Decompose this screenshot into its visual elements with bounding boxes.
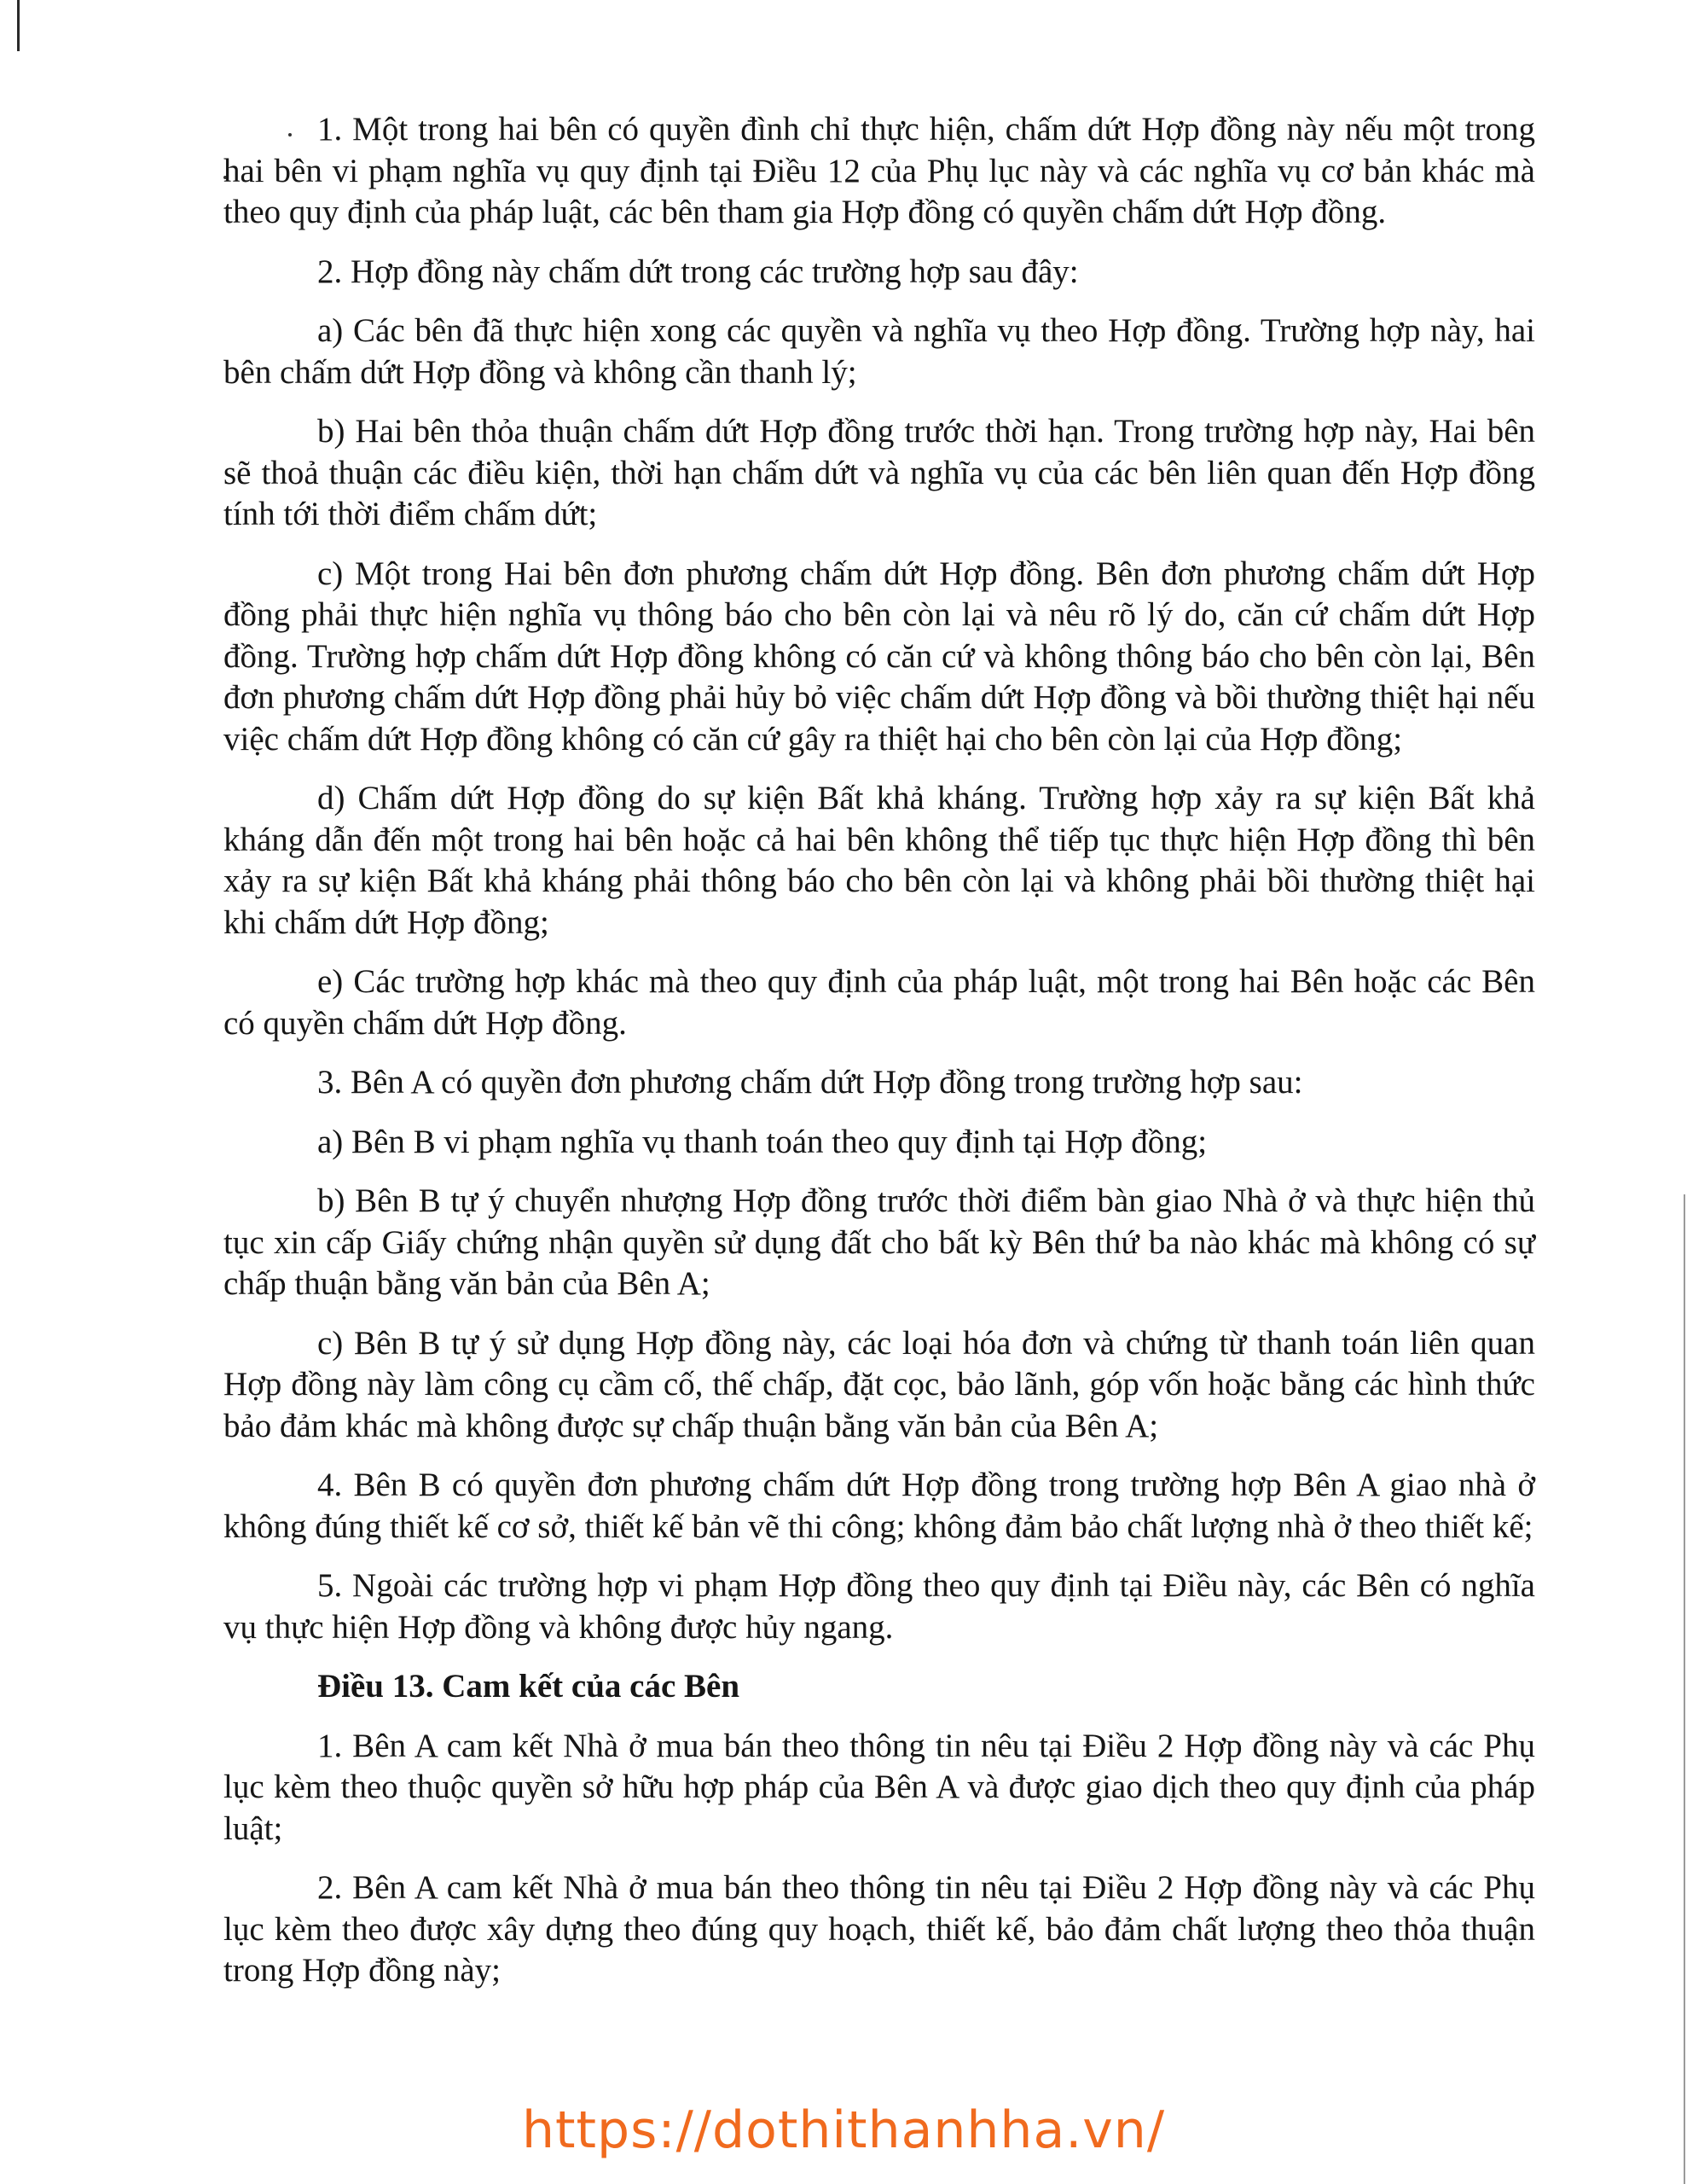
scan-edge-left (17, 0, 20, 51)
document-page (223, 109, 1535, 2010)
paragraph-article12-clause2: 2. Hợp đồng này chấm dứt trong các trường hợp sau đây: (317, 253, 1079, 290)
paragraph-article13-clause2: 2. Bên A cam kết Nhà ở mua bán theo thông tin nêu tại Điều 2 Hợp đồng này và các Phụ lục kèm theo được xây dựng theo đúng quy hoạch, thiết kế, bảo đảm chất lượng theo thỏa thuận trong Hợp đồng này; (223, 1869, 1535, 1989)
paragraph-article12-clause5: 5. Ngoài các trường hợp vi phạm Hợp đồng theo quy định tại Điều này, các Bên có nghĩa vụ thực hiện Hợp đồng và không được hủy ngang. (223, 1567, 1535, 1646)
paragraph-clause2-a: a) Các bên đã thực hiện xong các quyền và nghĩa vụ theo Hợp đồng. Trường hợp này, hai bên chấm dứt Hợp đồng và không cần thanh lý; (223, 312, 1535, 391)
paragraph-clause3-c: c) Bên B tự ý sử dụng Hợp đồng này, các loại hóa đơn và chứng từ thanh toán liên quan Hợp đồng này làm công cụ cầm cố, thế chấp, đặt cọc, bảo lãnh, góp vốn hoặc bằng các hình thức bảo đảm khác mà không được sự chấp thuận bằng văn bản của Bên A; (223, 1324, 1535, 1444)
paragraph-clause2-d: d) Chấm dứt Hợp đồng do sự kiện Bất khả kháng. Trường hợp xảy ra sự kiện Bất khả kháng dẫn đến một trong hai bên hoặc cả hai bên không thể tiếp tục thực hiện Hợp đồng thì bên xảy ra sự kiện Bất khả kháng phải thông báo cho bên còn lại và không phải bồi thường thiệt hại khi chấm dứt Hợp đồng; (223, 780, 1535, 941)
article-13-heading: Điều 13. Cam kết của các Bên (317, 1668, 740, 1705)
paragraph-article12-clause3: 3. Bên A có quyền đơn phương chấm dứt Hợp đồng trong trường hợp sau: (317, 1064, 1303, 1101)
paragraph-article13-clause1: 1. Bên A cam kết Nhà ở mua bán theo thông tin nêu tại Điều 2 Hợp đồng này và các Phụ lục kèm theo thuộc quyền sở hữu hợp pháp của Bên A và được giao dịch theo quy định của pháp luật; (223, 1727, 1535, 1847)
paragraph-article12-clause1: 1. Một trong hai bên có quyền đình chỉ thực hiện, chấm dứt Hợp đồng này nếu một trong hai bên vi phạm nghĩa vụ quy định tại Điều 12 của Phụ lục này và các nghĩa vụ cơ bản khác mà theo quy định của pháp luật, các bên tham gia Hợp đồng có quyền chấm dứt Hợp đồng. (223, 111, 1535, 230)
paragraph-clause2-c: c) Một trong Hai bên đơn phương chấm dứt Hợp đồng. Bên đơn phương chấm dứt Hợp đồng phải thực hiện nghĩa vụ thông báo cho bên còn lại và nêu rõ lý do, căn cứ chấm dứt Hợp đồng. Trường hợp chấm dứt Hợp đồng không có căn cứ và không thông báo cho bên còn lại, Bên đơn phương chấm dứt Hợp đồng phải hủy bỏ việc chấm dứt Hợp đồng và bồi thường thiệt hại nếu việc chấm dứt Hợp đồng không có căn cứ gây ra thiệt hại cho bên còn lại của Hợp đồng; (223, 555, 1535, 758)
paragraph-clause2-e: e) Các trường hợp khác mà theo quy định của pháp luật, một trong hai Bên hoặc các Bên có quyền chấm dứt Hợp đồng. (223, 963, 1535, 1042)
paragraph-clause3-a: a) Bên B vi phạm nghĩa vụ thanh toán theo quy định tại Hợp đồng; (317, 1123, 1208, 1160)
paragraph-clause3-b: b) Bên B tự ý chuyển nhượng Hợp đồng trước thời điểm bàn giao Nhà ở và thực hiện thủ tục xin cấp Giấy chứng nhận quyền sử dụng đất cho bất kỳ Bên thứ ba nào khác mà không có sự chấp thuận bằng văn bản của Bên A; (223, 1182, 1535, 1302)
paragraph-clause2-b: b) Hai bên thỏa thuận chấm dứt Hợp đồng trước thời hạn. Trong trường hợp này, Hai bên sẽ thoả thuận các điều kiện, thời hạn chấm dứt và nghĩa vụ của các bên liên quan đến Hợp đồng tính tới thời điểm chấm dứt; (223, 413, 1535, 532)
paragraph-article12-clause4: 4. Bên B có quyền đơn phương chấm dứt Hợp đồng trong trường hợp Bên A giao nhà ở không đúng thiết kế cơ sở, thiết kế bản vẽ thi công; không đảm bảo chất lượng nhà ở theo thiết kế; (223, 1467, 1535, 1545)
website-watermark: https://dothithanhha.vn/ (521, 2100, 1166, 2160)
scan-edge-right (1684, 1194, 1685, 2184)
